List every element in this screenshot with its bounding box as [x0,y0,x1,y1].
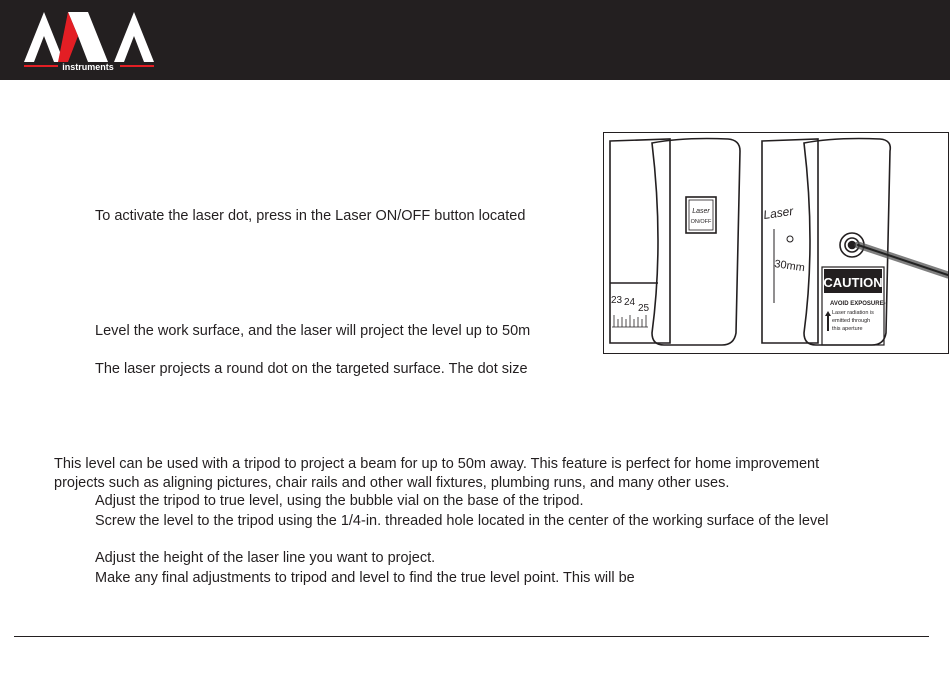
tripod-intro-line-1: This level can be used with a tripod to project a beam for up to 50m away. This feature is perfect for home improvement [54,456,820,472]
laser-level-illustration [603,132,949,354]
level-surface-text: Level the work surface, and the laser will project the level up to 50m [95,323,531,339]
page-header [0,0,950,80]
side-label-laser: Laser [762,203,795,222]
caution-line-1: Laser radiation is [832,310,874,316]
footer-divider [14,636,929,637]
step-screw-level: Screw the level to the tripod using the 1/4-in. threaded hole located in the center of the working surface of the level [95,513,829,529]
distance-label: 30mm [773,258,806,275]
caution-line-3: this aperture [832,326,863,332]
logo-subtitle: instruments [62,62,114,72]
laser-level-drawing [604,133,948,353]
laser-activate-text: To activate the laser dot, press in the Laser ON/OFF button located [95,208,526,224]
dot-projection-text: The laser projects a round dot on the targeted surface. The dot size [95,361,528,377]
ada-logo [22,8,156,74]
tripod-intro-line-2: projects such as aligning pictures, chair rails and other wall fixtures, plumbing runs, and many other uses. [54,475,730,491]
button-label-laser: Laser [692,208,710,215]
ruler-label-25: 25 [638,303,650,314]
ruler-label-23: 23 [611,295,623,306]
step-final-adjust: Make any final adjustments to tripod and level to find the true level point. This will be [95,570,635,586]
ruler-label-24: 24 [624,297,636,308]
caution-title: CAUTION [823,275,883,290]
caution-arrow-icon [825,311,831,331]
caution-line-2: emitted through [832,318,871,324]
step-adjust-tripod: Adjust the tripod to true level, using the bubble vial on the base of the tripod. [95,493,584,509]
button-label-onoff: ON/OFF [690,219,712,225]
step-adjust-height: Adjust the height of the laser line you want to project. [95,550,436,566]
caution-heading: AVOID EXPOSURE- [830,301,886,307]
